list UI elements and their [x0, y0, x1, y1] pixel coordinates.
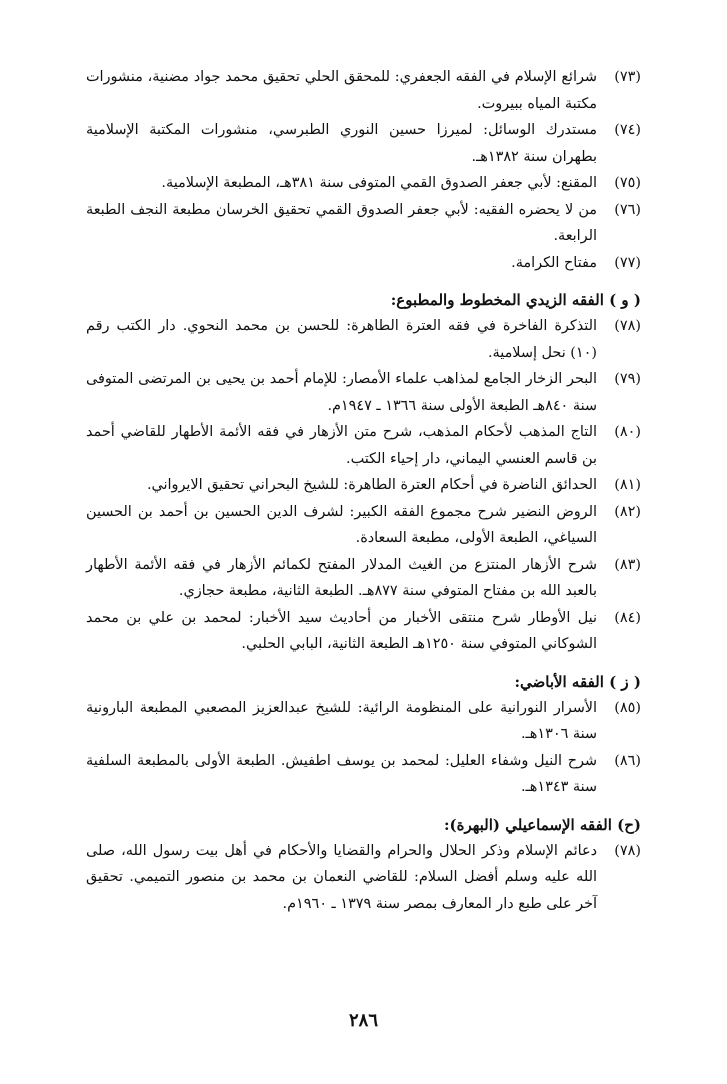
section-heading: (ح) الفقه الإسماعيلي (البهرة):: [443, 815, 641, 834]
entry-text: البحر الزخار الجامع لمذاهب علماء الأمصار: للإمام أحمد بن يحيى بن المرتضى المتوفى سنة ٨٤٠هـ الطبعة الأولى سنة ١٣٦٦ ـ ١٩٤٧م.: [86, 371, 597, 414]
bibliography-entry: [86, 419, 641, 472]
bibliography-entry: [86, 250, 641, 277]
bibliography-entry: [86, 838, 641, 918]
entry-text: مستدرك الوسائل: لميرزا حسين النوري الطبرسي، منشورات المكتبة الإسلامية بطهران سنة ١٣٨٢هـ.: [86, 122, 597, 165]
bibliography-entry: [86, 64, 641, 117]
entry-number: (٧٤): [614, 122, 641, 138]
entry-text: التذكرة الفاخرة في فقه العترة الطاهرة: للحسن بن محمد النحوي. دار الكتب رقم (١٠) نحل إسلامية.: [86, 318, 597, 361]
entry-text: شرح الأزهار المنتزع من الغيث المدلار المفتح لكمائم الأزهار في فقه الأئمة الأطهار بالعبد الله بن مفتاح المتوفي سنة ٨٧٧هـ. الطبعة الثانية، مطبعة حجازي.: [86, 556, 597, 599]
bibliography-entry: [86, 695, 641, 748]
entry-text: الروض النضير شرح مجموع الفقه الكبير: لشرف الدين الحسين بن أحمد بن الحسين السياغي، الطبعة الأولى، مطبعة السعادة.: [86, 503, 597, 546]
bibliography-entry: [86, 117, 641, 170]
entry-text: نيل الأوطار شرح منتقى الأخبار من أحاديث سيد الأخبار: لمحمد بن علي بن محمد الشوكاني المتوفي سنة ١٢٥٠هـ الطبعة الثانية، البابي الحلبي.: [86, 609, 597, 652]
entry-number: (٨٠): [614, 424, 641, 440]
entry-number: (٧٩): [614, 371, 641, 387]
entry-number: (٨٢): [614, 503, 641, 520]
bibliography-list: [86, 64, 641, 917]
entry-number: (٧٧): [614, 254, 641, 271]
bibliography-entry: [86, 748, 641, 801]
entry-text: الأسرار النورانية على المنظومة الرائية: للشيخ عبدالعزيز المصعبي المطبعة البارونية سنة ١٣٠٦هـ.: [86, 699, 597, 742]
entry-text: الحدائق الناضرة في أحكام العترة الطاهرة: للشيخ البحراني تحقيق الايرواني.: [146, 477, 597, 493]
bibliography-entry: [86, 313, 641, 366]
entry-number: (٨٥): [614, 699, 641, 716]
entry-number: (٧٥): [614, 175, 641, 191]
entry-text: مفتاح الكرامة.: [511, 254, 597, 271]
bibliography-entry: [86, 170, 641, 197]
page-number: ٢٨٦: [348, 1010, 378, 1031]
entry-number: (٧٣): [614, 69, 641, 85]
bibliography-entry: [86, 605, 641, 658]
entry-number: (٧٨): [614, 842, 641, 859]
entry-number: (٨١): [614, 477, 641, 493]
entry-text: من لا يحضره الفقيه: لأبي جعفر الصدوق القمي تحقيق الخرسان مطبعة النجف الطبعة الرابعة.: [86, 201, 597, 244]
entry-text: التاج المذهب لأحكام المذهب، شرح متن الأزهار في فقه الأئمة الأطهار للقاضي أحمد بن قاسم العنسي اليماني، دار إحياء الكتب.: [86, 424, 597, 467]
bibliography-entry: [86, 472, 641, 499]
bibliography-entry: [86, 366, 641, 419]
bibliography-entry: [86, 499, 641, 552]
entry-text: شرائع الإسلام في الفقه الجعفري: للمحقق الحلي تحقيق محمد جواد مضنية، منشورات مكتبة المياه ببيروت.: [86, 69, 597, 112]
bibliography-entry: [86, 197, 641, 250]
section-heading: ( و ) الفقه الزيدي المخطوط والمطبوع:: [390, 291, 641, 309]
entry-number: (٨٣): [614, 556, 641, 573]
entry-number: (٧٨): [614, 318, 641, 334]
entry-text: دعائم الإسلام وذكر الحلال والحرام والقضايا والأحكام في أهل بيت رسول الله، صلى الله عليه وسلم أفضل السلام: للقاضي النعمان بن محمد بن منصور التميمي. تحقيق آخر على طبع دار المعارف بمصر سنة ١٣٧٩ ـ ١٩٦٠م.: [86, 842, 597, 912]
bibliography-entry: [86, 552, 641, 605]
entry-number: (٨٦): [614, 752, 641, 769]
entry-number: (٧٦): [614, 201, 641, 218]
entry-number: (٨٤): [614, 609, 641, 626]
section-heading: ( ز ) الفقه الأباضي:: [514, 672, 641, 691]
entry-text: المقنع: لأبي جعفر الصدوق القمي المتوفى سنة ٣٨١هـ، المطبعة الإسلامية.: [161, 175, 597, 191]
entry-text: شرح النيل وشفاء العليل: لمحمد بن يوسف اطفيش. الطبعة الأولى بالمطبعة السلفية سنة ١٣٤٣هـ.: [86, 752, 597, 795]
